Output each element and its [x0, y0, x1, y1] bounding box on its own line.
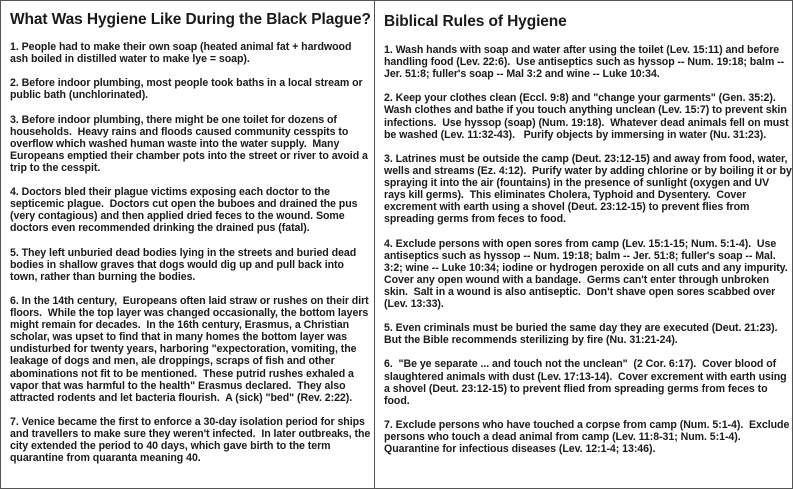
right-title: Biblical Rules of Hygiene — [384, 13, 567, 30]
left-item-7: 7. Venice became the first to enforce a 30-day isolation period for ships and travellers to make sure they weren't infected. In later outbreaks, the city extended the period to 40 days, which gave birth to the term quarantine from quaranta meaning 40. — [10, 415, 374, 465]
left-item-3: 3. Before indoor plumbing, there might be one toilet for dozens of households. Heavy rains and floods caused community cesspits to overflow which washed human waste into the water supply. Many Europeans emptied their chamber pots into the street or river to avoid a trip to the cesspit. — [10, 113, 371, 174]
left-title: What Was Hygiene Like During the Black Plague? — [10, 11, 371, 28]
right-body — [384, 44, 792, 467]
right-item-6: 6. "Be ye separate ... and touch not the unclean" (2 Cor. 6:17). Cover blood of slaughtered animals with dust (Lev. 17:13-14). Cover excrement with earth using a shovel (Deut. 23:12-15) to prevent flied from spreading germs from feces to food. — [384, 358, 790, 407]
right-item-5: 5. Even criminals must be buried the same day they are executed (Deut. 21:23). But the Bible recommends sterilizing by fire (Nu. 31:21-24). — [384, 322, 784, 347]
left-item-1: 1. People had to make their own soap (heated animal fat + hardwood ash boiled in distilled water to make lye = soap). — [10, 41, 355, 66]
left-item-2: 2. Before indoor plumbing, most people took baths in a local stream or public bath (unchlorinated). — [10, 77, 366, 102]
right-item-7: 7. Exclude persons who have touched a corpse from camp (Num. 5:1-4). Exclude persons who touch a dead animal from camp (Lev. 11:8-31; Num. 5:1-4). Quarantine for infectious diseases (Lev. 12:1-4; 13:46). — [384, 418, 793, 456]
right-item-3: 3. Latrines must be outside the camp (Deut. 23:12-15) and away from food, water, wells and streams (Ez. 4:12). Purify water by adding chlorine or by boiling it or by spraying it into the air (fountains) in the presence of sunlight (oxygen and UV rays kill germs). This eliminates Cholera, Typhoid and Dysentery. Cover excrement with earth using a shovel (Deut. 23:12-15) to prevent flies from spreading germs from feces to food. — [384, 152, 792, 226]
right-column — [375, 1, 792, 488]
right-item-4: 4. Exclude persons with open sores from camp (Lev. 15:1-15; Num. 5:1-4). Use antiseptics such as hyssop -- Num. 19:18; balm -- Jer. 51:8; fuller's soap -- Mal. 3:2; wine -- Luke 10:34; iodine or hydrogen peroxide on all cuts and any impurity. Cover any open wound with a bandage. Germs can't enter through unbroken skin. Salt in a wound is also antiseptic. Don't shave open sores scabbed over (Lev. 13:33). — [384, 237, 793, 310]
right-item-2: 2. Keep your clothes clean (Eccl. 9:8) and "change your garments" (Gen. 35:2). Wash clothes and bathe if you touch anything unclean (Lev. 15:7) to prevent skin infections. Use hyssop (soap) (Num. 19:18). Whatever dead animals fell on must be washed (Lev. 11:32-43). Purify objects by immersing in water (Nu. 31:23). — [384, 92, 792, 141]
right-item-1: 1. Wash hands with soap and water after using the toilet (Lev. 15:11) and before handling food (Lev. 22:6). Use antiseptics such as hyssop -- Num. 19:18; balm -- Jer. 51:8; fuller's soap -- Mal 3:2 and wine -- Luke 10:34. — [384, 44, 788, 81]
left-body — [10, 41, 372, 476]
left-item-5: 5. They left unburied dead bodies lying in the streets and buried dead bodies in shallow graves that dogs would dig up and pull back into town, rather than burning the bodies. — [10, 246, 360, 283]
left-item-6: 6. In the 14th century, Europeans often laid straw or rushes on their dirt floors. While the top layer was changed occasionally, the bottom layers might remain for decades. In the 16th century, Erasmus, a Christian scholar, was upset to find that in many homes the bottom layer was undisturbed for twenty years, harboring "expectoration, vomiting, the leakage of dogs and men, ale droppings, scraps of fish and other abominations not fit to be mentioned. These putrid rushes exhaled a vapor that was harmful to the health" Erasmus declared. They also attracted rodents and let bacteria flourish. A (sick) "bed" (Rev. 2:22). — [10, 294, 372, 404]
left-item-4: 4. Doctors bled their plague victims exposing each doctor to the septicemic plague. Doctors cut open the buboes and drained the pus (very contagious) and then applied dried feces to the wound. Some doctors even recommended drinking the drained pus (fatal). — [10, 186, 361, 235]
left-column — [1, 1, 375, 488]
